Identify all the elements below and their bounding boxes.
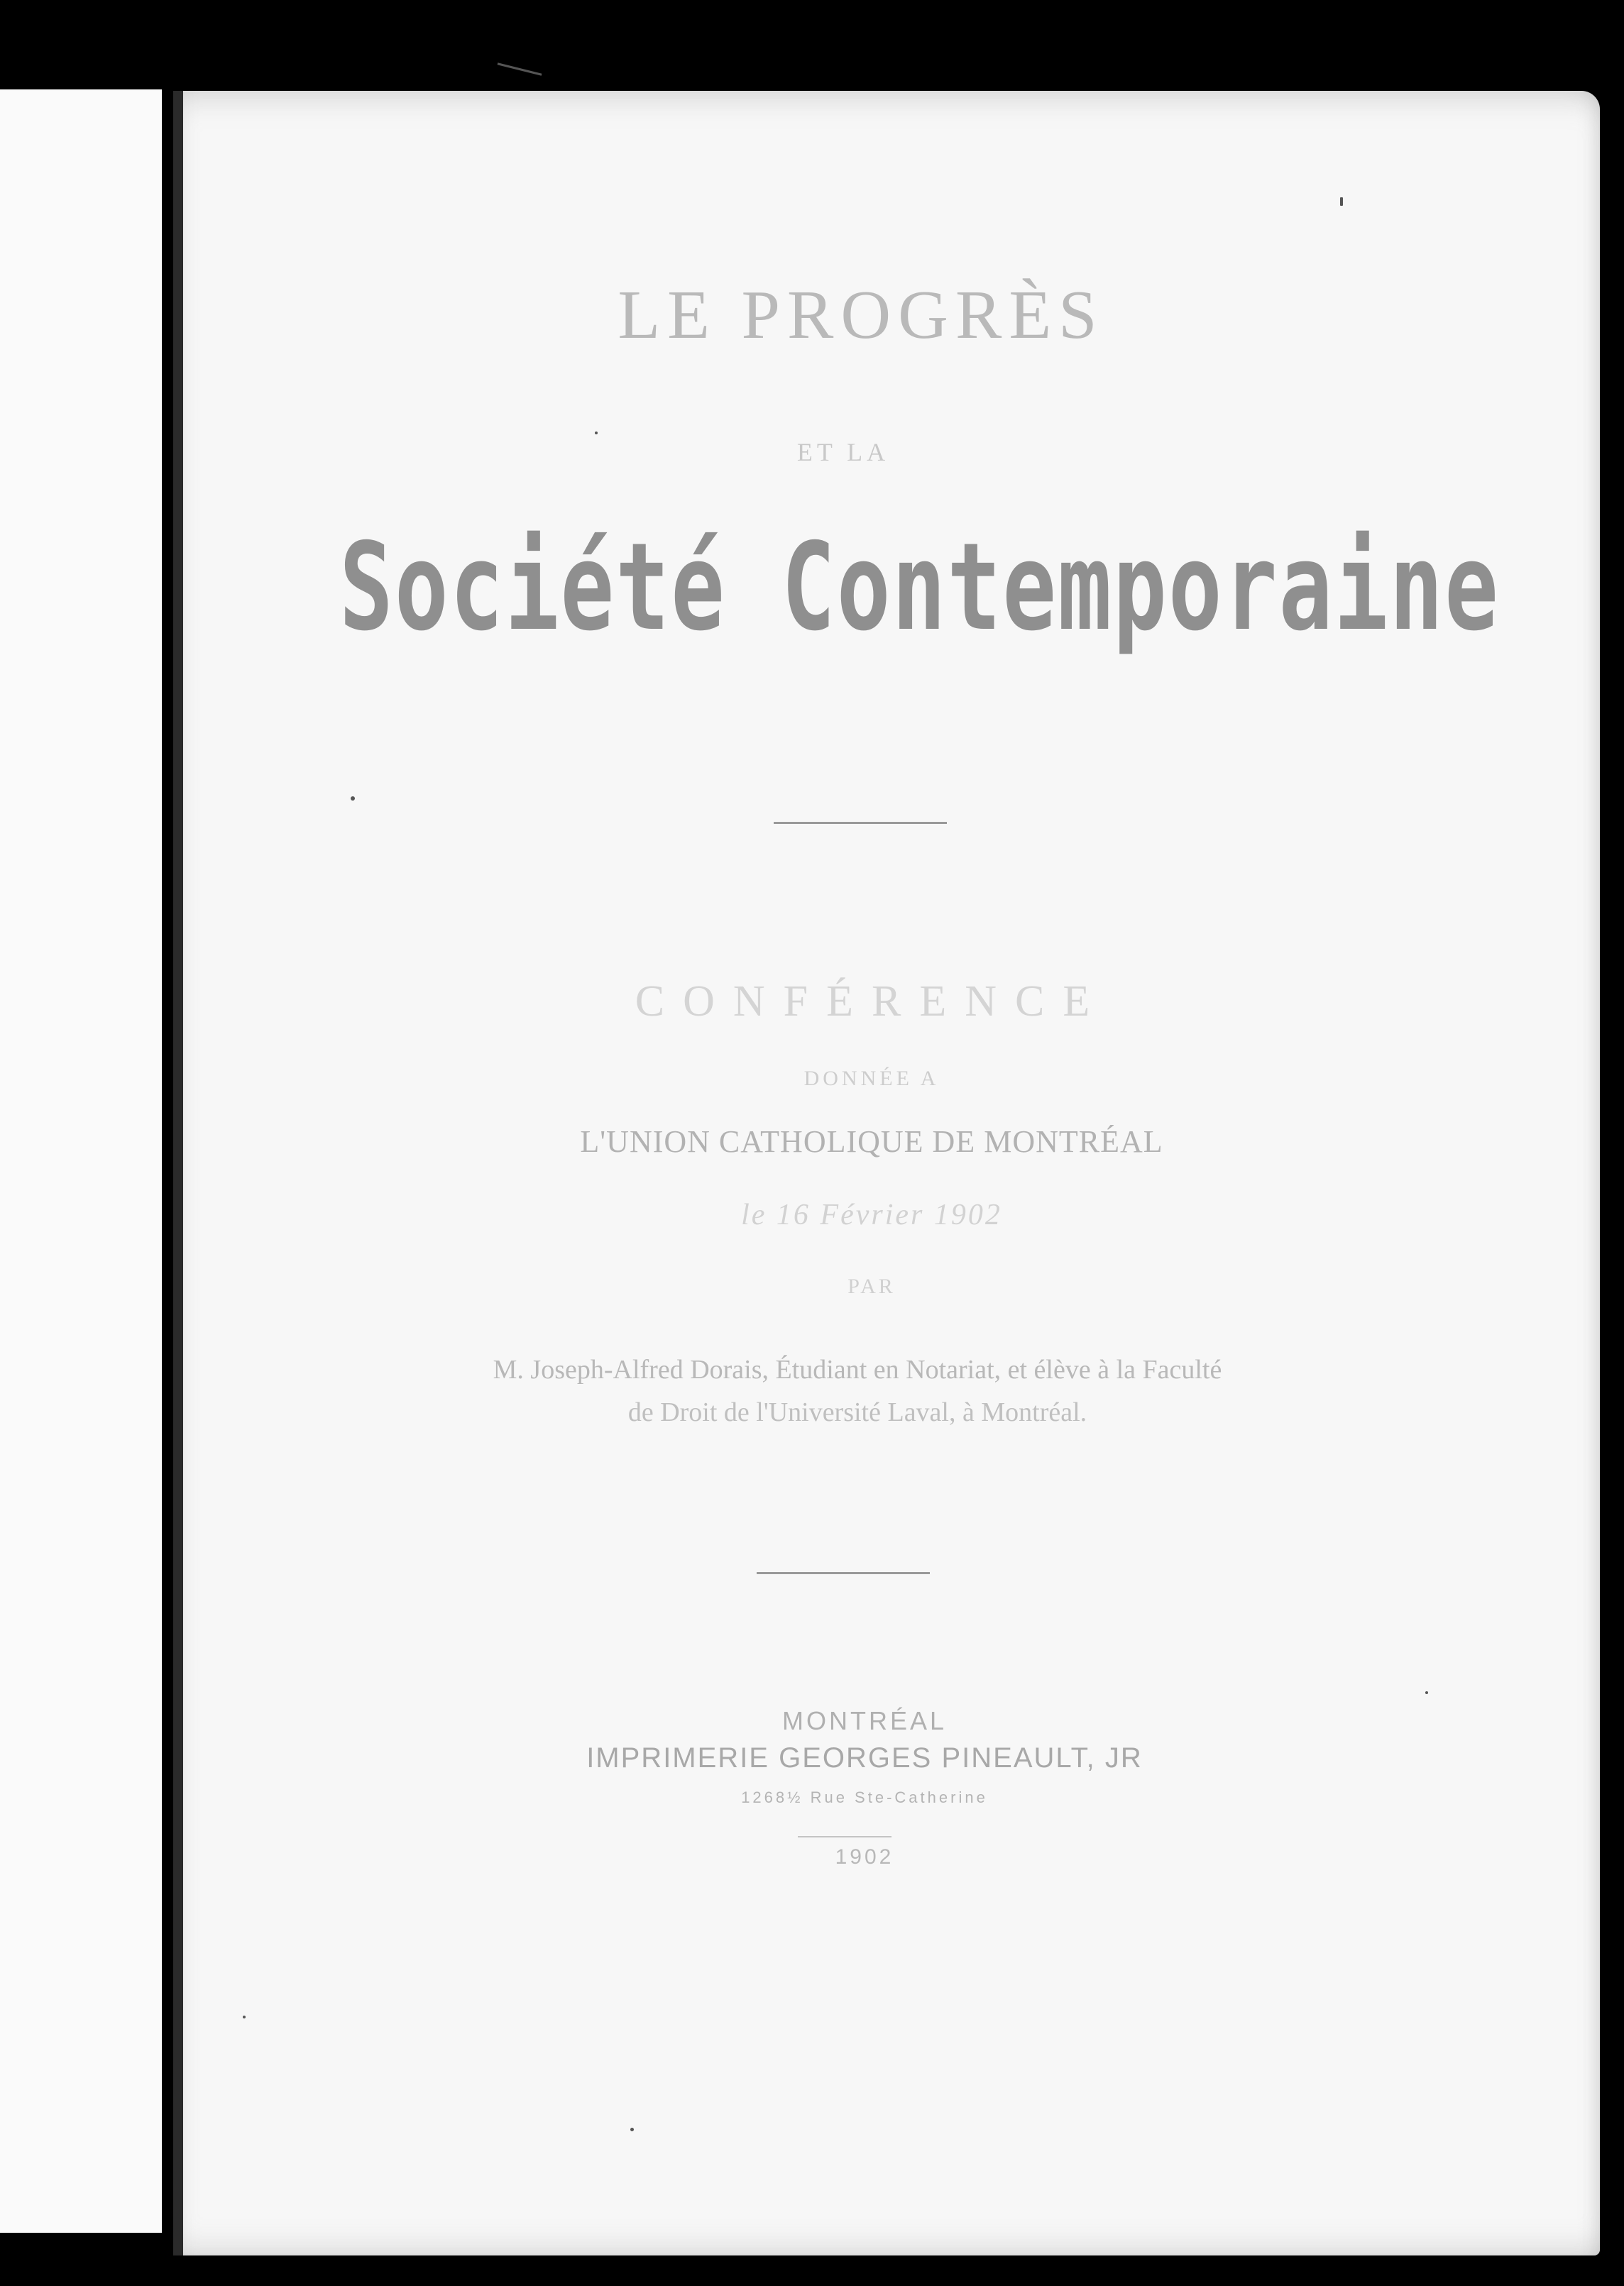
dust-speck — [630, 2128, 634, 2131]
imprint-printer: IMPRIMERIE GEORGES PINEAULT, JR — [586, 1742, 1143, 1774]
divider-rule — [798, 1836, 891, 1837]
imprint-city: MONTRÉAL — [781, 1706, 948, 1735]
dust-speck — [1425, 1691, 1428, 1694]
dust-speck — [1340, 197, 1343, 206]
title-line-societe-contemporaine: Société Contemporaine — [339, 517, 1500, 658]
by-label: PAR — [847, 1275, 896, 1298]
dust-speck — [595, 432, 598, 434]
title-page — [173, 91, 1600, 2255]
dust-speck — [243, 2016, 246, 2018]
facing-page-edge — [0, 89, 162, 2233]
conference-label: CONFÉRENCE — [635, 977, 1109, 1026]
author-line: M. Joseph-Alfred Dorais, Étudiant en Notariat, et élève à la Faculté — [493, 1355, 1222, 1385]
film-scratch — [498, 62, 542, 75]
author-line: de Droit de l'Université Laval, à Montréal. — [627, 1397, 1087, 1427]
imprint-address: 1268½ Rue Ste-Catherine — [741, 1788, 988, 1806]
title-line-et-la: ET LA — [796, 438, 890, 466]
divider-rule — [774, 822, 947, 824]
imprint-year: 1902 — [835, 1845, 894, 1869]
given-at-label: DONNÉE A — [803, 1067, 940, 1090]
divider-rule — [757, 1572, 930, 1574]
dust-speck — [351, 796, 355, 801]
union-catholique-label: L'UNION CATHOLIQUE DE MONTRÉAL — [580, 1124, 1163, 1159]
conference-date: le 16 Février 1902 — [741, 1199, 1002, 1231]
title-line-le-progres: LE PROGRÈS — [618, 277, 1104, 353]
